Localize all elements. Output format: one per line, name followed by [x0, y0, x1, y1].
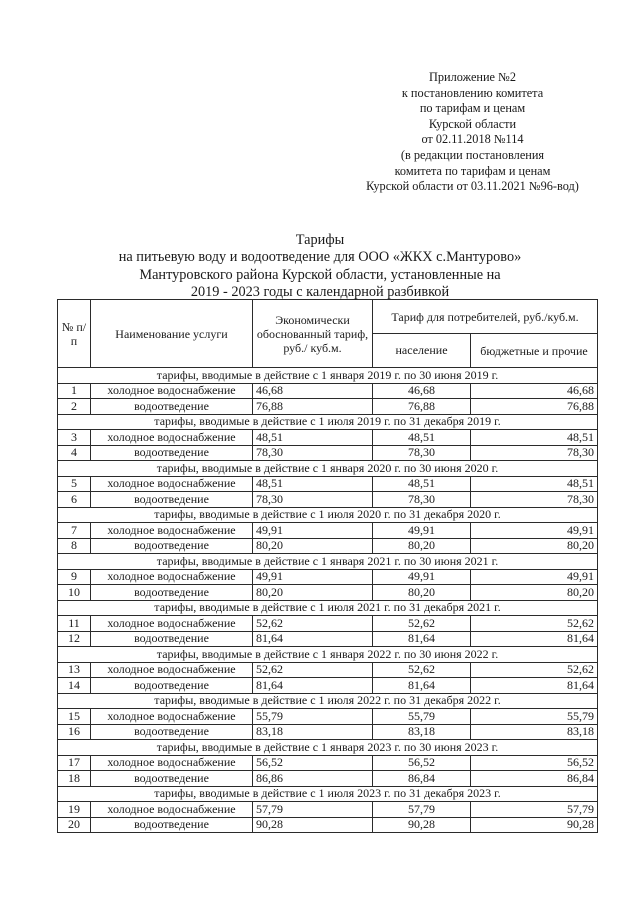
period-label: тарифы, вводимые в действие с 1 января 2022 г. по 30 июня 2022 г.: [58, 647, 598, 663]
economic-tariff-value: 49,91: [253, 569, 373, 585]
population-tariff-value: 90,28: [373, 817, 471, 833]
population-tariff-value: 52,62: [373, 662, 471, 678]
economic-tariff-value: 78,30: [253, 492, 373, 508]
service-name: холодное водоснабжение: [91, 476, 253, 492]
title-line: на питьевую воду и водоотведение для ООО «ЖКХ с.Мантурово»: [118, 249, 522, 266]
header-service: Наименование услуги: [91, 300, 253, 368]
period-label: тарифы, вводимые в действие с 1 июля 2021 г. по 31 декабря 2021 г.: [58, 600, 598, 616]
row-number: 6: [58, 492, 91, 508]
row-number: 11: [58, 616, 91, 632]
period-label: тарифы, вводимые в действие с 1 июля 2022 г. по 31 декабря 2022 г.: [58, 693, 598, 709]
period-row: [58, 693, 598, 709]
service-name: водоотведение: [91, 445, 253, 461]
header-budget: бюджетные и прочие: [471, 334, 598, 368]
budget-tariff-value: 90,28: [471, 817, 598, 833]
budget-tariff-value: 78,30: [471, 445, 598, 461]
budget-tariff-value: 78,30: [471, 492, 598, 508]
header-num: № п/п: [58, 300, 91, 368]
population-tariff-value: 81,64: [373, 678, 471, 694]
economic-tariff-value: 48,51: [253, 476, 373, 492]
service-name: холодное водоснабжение: [91, 430, 253, 446]
service-name: водоотведение: [91, 724, 253, 740]
service-name: водоотведение: [91, 399, 253, 415]
row-number: 18: [58, 771, 91, 787]
row-number: 13: [58, 662, 91, 678]
economic-tariff-value: 56,52: [253, 755, 373, 771]
budget-tariff-value: 52,62: [471, 662, 598, 678]
row-number: 20: [58, 817, 91, 833]
period-row: [58, 740, 598, 756]
table-row: [58, 523, 598, 539]
economic-tariff-value: 52,62: [253, 616, 373, 632]
appendix-block: [330, 70, 615, 195]
document-title: [90, 232, 550, 302]
appendix-line: от 02.11.2018 №114: [421, 132, 524, 147]
budget-tariff-value: 80,20: [471, 538, 598, 554]
budget-tariff-value: 76,88: [471, 399, 598, 415]
period-row: [58, 414, 598, 430]
service-name: холодное водоснабжение: [91, 383, 253, 399]
table-row: [58, 445, 598, 461]
table-row: [58, 476, 598, 492]
budget-tariff-value: 81,64: [471, 678, 598, 694]
service-name: водоотведение: [91, 678, 253, 694]
economic-tariff-value: 80,20: [253, 585, 373, 601]
economic-tariff-value: 86,86: [253, 771, 373, 787]
table-row: [58, 538, 598, 554]
period-row: [58, 368, 598, 384]
title-line: 2019 - 2023 годы с календарной разбивкой: [190, 284, 450, 301]
period-label: тарифы, вводимые в действие с 1 января 2021 г. по 30 июня 2021 г.: [58, 554, 598, 570]
population-tariff-value: 49,91: [373, 569, 471, 585]
population-tariff-value: 86,84: [373, 771, 471, 787]
service-name: водоотведение: [91, 538, 253, 554]
row-number: 10: [58, 585, 91, 601]
population-tariff-value: 80,20: [373, 585, 471, 601]
period-label: тарифы, вводимые в действие с 1 июля 2023 г. по 31 декабря 2023 г.: [58, 786, 598, 802]
table-row: [58, 399, 598, 415]
budget-tariff-value: 49,91: [471, 523, 598, 539]
economic-tariff-value: 83,18: [253, 724, 373, 740]
row-number: 7: [58, 523, 91, 539]
budget-tariff-value: 55,79: [471, 709, 598, 725]
service-name: холодное водоснабжение: [91, 662, 253, 678]
row-number: 1: [58, 383, 91, 399]
population-tariff-value: 49,91: [373, 523, 471, 539]
budget-tariff-value: 86,84: [471, 771, 598, 787]
row-number: 19: [58, 802, 91, 818]
row-number: 9: [58, 569, 91, 585]
appendix-line: комитета по тарифам и ценам: [394, 163, 551, 178]
period-row: [58, 600, 598, 616]
population-tariff-value: 48,51: [373, 476, 471, 492]
service-name: водоотведение: [91, 585, 253, 601]
row-number: 12: [58, 631, 91, 647]
row-number: 4: [58, 445, 91, 461]
population-tariff-value: 52,62: [373, 616, 471, 632]
table-row: [58, 569, 598, 585]
period-label: тарифы, вводимые в действие с 1 июля 2019 г. по 31 декабря 2019 г.: [58, 414, 598, 430]
row-number: 3: [58, 430, 91, 446]
budget-tariff-value: 46,68: [471, 383, 598, 399]
population-tariff-value: 76,88: [373, 399, 471, 415]
title-line: Мантуровского района Курской области, установленные на: [139, 266, 501, 283]
economic-tariff-value: 48,51: [253, 430, 373, 446]
appendix-line: по тарифам и ценам: [419, 101, 526, 116]
economic-tariff-value: 55,79: [253, 709, 373, 725]
row-number: 16: [58, 724, 91, 740]
appendix-line: Курской области: [428, 116, 517, 131]
service-name: водоотведение: [91, 631, 253, 647]
appendix-line: Курской области от 03.11.2021 №96-вод): [366, 179, 579, 194]
service-name: водоотведение: [91, 771, 253, 787]
tariff-table-body: [58, 368, 598, 833]
header-consumer-tariff: Тариф для потребителей, руб./куб.м.: [373, 300, 598, 334]
budget-tariff-value: 52,62: [471, 616, 598, 632]
economic-tariff-value: 46,68: [253, 383, 373, 399]
population-tariff-value: 55,79: [373, 709, 471, 725]
economic-tariff-value: 52,62: [253, 662, 373, 678]
row-number: 15: [58, 709, 91, 725]
period-row: [58, 461, 598, 477]
economic-tariff-value: 49,91: [253, 523, 373, 539]
service-name: холодное водоснабжение: [91, 616, 253, 632]
table-row: [58, 817, 598, 833]
economic-tariff-value: 78,30: [253, 445, 373, 461]
row-number: 2: [58, 399, 91, 415]
table-row: [58, 585, 598, 601]
table-row: [58, 755, 598, 771]
table-row: [58, 616, 598, 632]
period-label: тарифы, вводимые в действие с 1 января 2019 г. по 30 июня 2019 г.: [58, 368, 598, 384]
economic-tariff-value: 90,28: [253, 817, 373, 833]
budget-tariff-value: 81,64: [471, 631, 598, 647]
title-line: Тарифы: [295, 232, 345, 248]
row-number: 5: [58, 476, 91, 492]
header-population: население: [373, 334, 471, 368]
period-row: [58, 786, 598, 802]
table-row: [58, 430, 598, 446]
table-row: [58, 383, 598, 399]
table-row: [58, 492, 598, 508]
row-number: 8: [58, 538, 91, 554]
header-economic-tariff: Экономически обоснованный тариф, руб./ куб.м.: [253, 300, 373, 368]
appendix-line: к постановлению комитета: [401, 85, 544, 100]
budget-tariff-value: 56,52: [471, 755, 598, 771]
economic-tariff-value: 81,64: [253, 631, 373, 647]
economic-tariff-value: 57,79: [253, 802, 373, 818]
budget-tariff-value: 57,79: [471, 802, 598, 818]
period-row: [58, 507, 598, 523]
economic-tariff-value: 81,64: [253, 678, 373, 694]
table-row: [58, 709, 598, 725]
service-name: холодное водоснабжение: [91, 709, 253, 725]
service-name: холодное водоснабжение: [91, 523, 253, 539]
period-label: тарифы, вводимые в действие с 1 июля 2020 г. по 31 декабря 2020 г.: [58, 507, 598, 523]
budget-tariff-value: 48,51: [471, 476, 598, 492]
budget-tariff-value: 83,18: [471, 724, 598, 740]
service-name: водоотведение: [91, 817, 253, 833]
economic-tariff-value: 80,20: [253, 538, 373, 554]
table-row: [58, 678, 598, 694]
population-tariff-value: 80,20: [373, 538, 471, 554]
table-row: [58, 631, 598, 647]
population-tariff-value: 78,30: [373, 492, 471, 508]
budget-tariff-value: 48,51: [471, 430, 598, 446]
budget-tariff-value: 49,91: [471, 569, 598, 585]
population-tariff-value: 48,51: [373, 430, 471, 446]
service-name: холодное водоснабжение: [91, 755, 253, 771]
period-row: [58, 554, 598, 570]
population-tariff-value: 57,79: [373, 802, 471, 818]
budget-tariff-value: 80,20: [471, 585, 598, 601]
table-row: [58, 802, 598, 818]
population-tariff-value: 81,64: [373, 631, 471, 647]
tariff-table: [57, 299, 598, 833]
service-name: холодное водоснабжение: [91, 802, 253, 818]
table-row: [58, 771, 598, 787]
population-tariff-value: 46,68: [373, 383, 471, 399]
appendix-line: Приложение №2: [429, 70, 516, 84]
table-row: [58, 662, 598, 678]
service-name: холодное водоснабжение: [91, 569, 253, 585]
population-tariff-value: 78,30: [373, 445, 471, 461]
population-tariff-value: 56,52: [373, 755, 471, 771]
row-number: 17: [58, 755, 91, 771]
period-row: [58, 647, 598, 663]
period-label: тарифы, вводимые в действие с 1 января 2023 г. по 30 июня 2023 г.: [58, 740, 598, 756]
population-tariff-value: 83,18: [373, 724, 471, 740]
row-number: 14: [58, 678, 91, 694]
service-name: водоотведение: [91, 492, 253, 508]
period-label: тарифы, вводимые в действие с 1 января 2020 г. по 30 июня 2020 г.: [58, 461, 598, 477]
table-row: [58, 724, 598, 740]
appendix-line: (в редакции постановления: [400, 147, 545, 162]
economic-tariff-value: 76,88: [253, 399, 373, 415]
